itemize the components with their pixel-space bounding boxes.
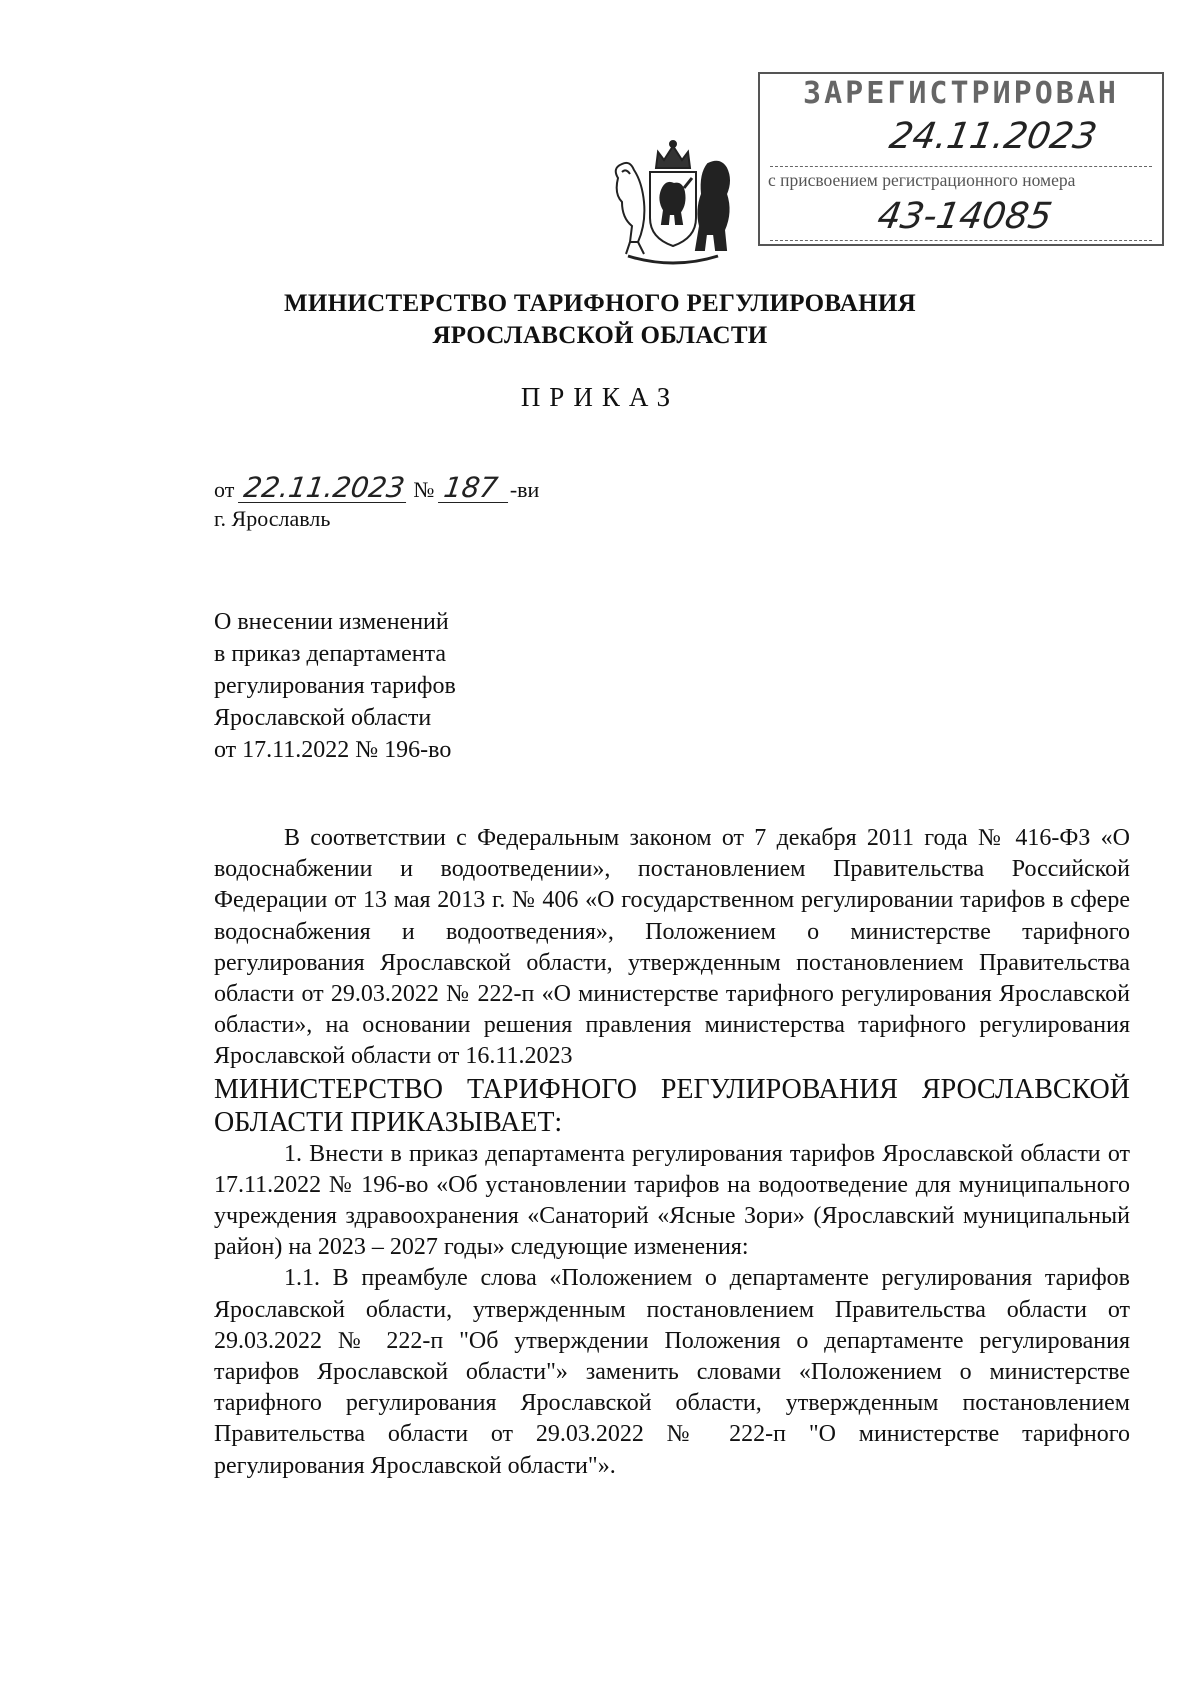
coat-of-arms-icon <box>608 138 738 266</box>
item-1-1-paragraph: 1.1. В преамбуле слова «Положением о департаменте регулирования тарифов Ярославской области, утвержденным постановлением Правительства области от 29.03.2022 № 222-п "Об утверждении Положения о департаменте регулирования тарифов Ярославской области"» заменить словами «Положением о министерстве тарифного регулирования Ярославской области, утвержденным постановлением Правительства области от 29.03.2022 № 222-п "О министерстве тарифного регулирования Ярославской области"». <box>214 1265 1130 1479</box>
ministry-name-line1: МИНИСТЕРСТВО ТАРИФНОГО РЕГУЛИРОВАНИЯ <box>283 290 916 317</box>
subject-line: Ярославской области <box>214 705 432 731</box>
stamp-divider <box>770 240 1152 241</box>
stamp-title: ЗАРЕГИСТРИРОВАН <box>803 76 1119 111</box>
stamp-handwritten-number: 43-14085 <box>874 196 1055 237</box>
order-body <box>214 823 1130 1482</box>
preamble-paragraph: В соответствии с Федеральным законом от 7 декабря 2011 года № 416-ФЗ «О водоснабжении и водоотведении», постановлением Правительства Российской Федерации от 13 мая 2013 г. № 406 «О государственном регулировании тарифов в сфере водоснабжения и водоотведения», Положением о министерстве тарифного регулирования Ярославской области, утвержденным постановлением Правительства области от 29.03.2022 № 222-п «О министерстве тарифного регулирования Ярославской области», на основании решения правления министерства тарифного регулирования Ярославской области от 16.11.2023 <box>214 825 1130 1070</box>
handwritten-order-date: 22.11.2023 <box>238 474 410 503</box>
dateline-prefix: от <box>214 477 235 502</box>
stamp-divider <box>770 166 1152 167</box>
document-type-title: ПРИКАЗ <box>520 382 680 412</box>
subject-line: регулирования тарифов <box>214 673 456 699</box>
order-dateline <box>214 471 540 504</box>
item-1-paragraph: 1. Внести в приказ департамента регулирования тарифов Ярославской области от 17.11.2022 № 196-во «Об установлении тарифов на водоотведение для муниципального учреждения здравоохранения «Санаторий «Ясные Зори» (Ярославский муниципальный район) на 2023 – 2027 годы» следующие изменения: <box>214 1140 1130 1261</box>
stamp-subtitle: с присвоением регистрационного номера <box>768 170 1076 190</box>
registration-stamp <box>758 72 1164 246</box>
decree-statement: МИНИСТЕРСТВО ТАРИФНОГО РЕГУЛИРОВАНИЯ ЯРОСЛАВСКОЙ ОБЛАСТИ ПРИКАЗЫВАЕТ: <box>214 1073 1130 1138</box>
dateline-suffix: -ви <box>509 477 540 502</box>
subject-line: О внесении изменений <box>214 609 449 635</box>
city-of-issue: г. Ярославль <box>214 506 331 531</box>
stamp-handwritten-date: 24.11.2023 <box>886 116 1100 157</box>
ministry-name-line2: ЯРОСЛАВСКОЙ ОБЛАСТИ <box>432 322 768 349</box>
order-subject <box>214 606 456 766</box>
handwritten-order-number: 187 <box>438 474 512 503</box>
dateline-number-sign: № <box>413 477 435 502</box>
subject-line: от 17.11.2022 № 196-во <box>214 737 452 763</box>
subject-line: в приказ департамента <box>214 641 447 667</box>
